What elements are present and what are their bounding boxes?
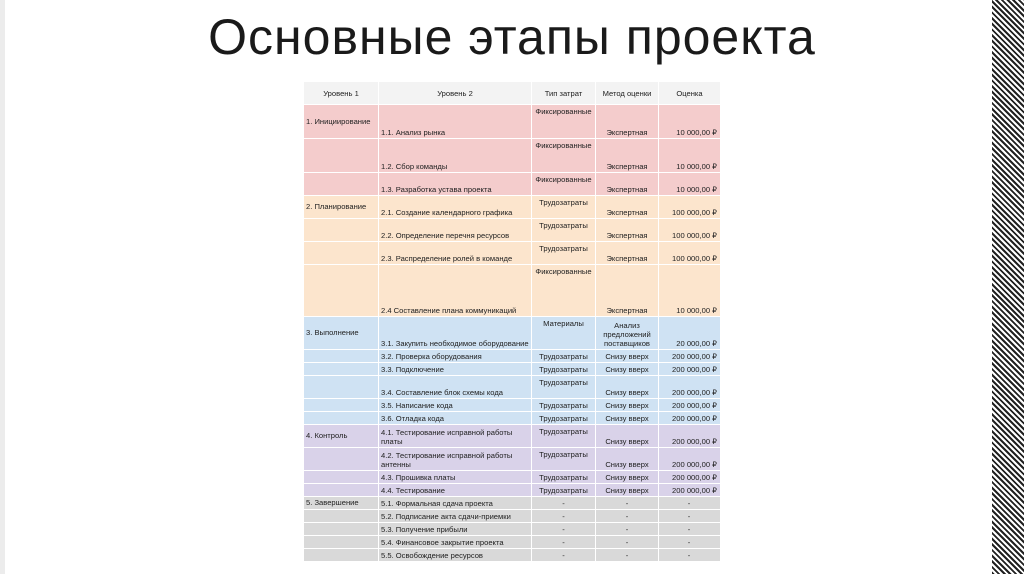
cell-estimation-method: Снизу вверх (596, 471, 659, 484)
cell-estimate: 100 000,00 ₽ (659, 219, 721, 242)
cell-estimation-method: - (596, 549, 659, 562)
cell-estimation-method: Снизу вверх (596, 399, 659, 412)
cell-level1 (304, 484, 379, 497)
table-row (304, 484, 721, 497)
cell-estimate: 100 000,00 ₽ (659, 242, 721, 265)
cell-estimate: 200 000,00 ₽ (659, 399, 721, 412)
cell-estimate: 200 000,00 ₽ (659, 376, 721, 399)
cell-level2: 5.2. Подписание акта сдачи-приемки (379, 510, 532, 523)
header-level1: Уровень 1 (304, 82, 379, 105)
cell-cost-type: - (532, 523, 596, 536)
cell-level2: 1.2. Сбор команды (379, 139, 532, 173)
cell-cost-type: - (532, 497, 596, 510)
cell-cost-type: Фиксированные (532, 139, 596, 173)
table-row (304, 425, 721, 448)
table-row (304, 549, 721, 562)
cell-level2: 3.1. Закупить необходимое оборудование (379, 317, 532, 350)
cell-estimation-method: Снизу вверх (596, 350, 659, 363)
table-row (304, 242, 721, 265)
cell-level2: 1.1. Анализ рынка (379, 105, 532, 139)
table-row (304, 265, 721, 317)
table-row (304, 471, 721, 484)
cell-level1 (304, 265, 379, 317)
cell-level2: 5.5. Освобождение ресурсов (379, 549, 532, 562)
cell-level2: 2.1. Создание календарного графика (379, 196, 532, 219)
stages-table-container (303, 81, 720, 560)
cell-cost-type: - (532, 536, 596, 549)
cell-estimate: 200 000,00 ₽ (659, 484, 721, 497)
cell-level1 (304, 549, 379, 562)
cell-cost-type: - (532, 510, 596, 523)
cell-estimation-method: Экспертная (596, 105, 659, 139)
cell-level1 (304, 536, 379, 549)
cell-estimate: - (659, 510, 721, 523)
cell-level1 (304, 363, 379, 376)
stages-table (303, 81, 721, 562)
cell-estimation-method: Снизу вверх (596, 484, 659, 497)
cell-level1 (304, 510, 379, 523)
cell-estimate: 200 000,00 ₽ (659, 425, 721, 448)
cell-estimation-method: - (596, 497, 659, 510)
cell-level1 (304, 376, 379, 399)
cell-cost-type: Трудозатраты (532, 484, 596, 497)
striped-decoration (992, 0, 1024, 574)
table-row (304, 317, 721, 350)
cell-estimate: 200 000,00 ₽ (659, 350, 721, 363)
cell-estimate: - (659, 523, 721, 536)
cell-estimation-method: - (596, 510, 659, 523)
cell-level1 (304, 399, 379, 412)
cell-level2: 4.2. Тестирование исправной работы антенны (379, 448, 532, 471)
table-row (304, 363, 721, 376)
cell-cost-type: Трудозатраты (532, 425, 596, 448)
cell-cost-type: Трудозатраты (532, 242, 596, 265)
cell-level1 (304, 350, 379, 363)
cell-estimate: 200 000,00 ₽ (659, 412, 721, 425)
cell-level2: 2.4 Составление плана коммуникаций (379, 265, 532, 317)
cell-level2: 2.3. Распределение ролей в команде (379, 242, 532, 265)
cell-estimate: 10 000,00 ₽ (659, 265, 721, 317)
cell-level2: 3.5. Написание кода (379, 399, 532, 412)
table-row (304, 510, 721, 523)
cell-level1 (304, 139, 379, 173)
cell-cost-type: Трудозатраты (532, 448, 596, 471)
table-row (304, 536, 721, 549)
cell-estimate: 200 000,00 ₽ (659, 471, 721, 484)
left-frame-border (0, 0, 5, 574)
cell-cost-type: Трудозатраты (532, 196, 596, 219)
cell-level2: 1.3. Разработка устава проекта (379, 173, 532, 196)
cell-level2: 3.4. Составление блок схемы кода (379, 376, 532, 399)
cell-estimate: 100 000,00 ₽ (659, 196, 721, 219)
cell-level2: 3.6. Отладка кода (379, 412, 532, 425)
header-cost-type: Тип затрат (532, 82, 596, 105)
cell-estimate: - (659, 536, 721, 549)
cell-cost-type: Трудозатраты (532, 219, 596, 242)
cell-level2: 3.2. Проверка оборудования (379, 350, 532, 363)
cell-estimation-method: Экспертная (596, 242, 659, 265)
cell-estimate: 10 000,00 ₽ (659, 105, 721, 139)
cell-level2: 2.2. Определение перечня ресурсов (379, 219, 532, 242)
cell-cost-type: Трудозатраты (532, 412, 596, 425)
cell-estimation-method: - (596, 536, 659, 549)
table-body (304, 105, 721, 562)
cell-level2: 5.4. Финансовое закрытие проекта (379, 536, 532, 549)
cell-estimation-method: Снизу вверх (596, 448, 659, 471)
cell-cost-type: - (532, 549, 596, 562)
table-header-row (304, 82, 721, 105)
cell-cost-type: Фиксированные (532, 265, 596, 317)
cell-cost-type: Трудозатраты (532, 350, 596, 363)
table-row (304, 139, 721, 173)
cell-estimation-method: Экспертная (596, 265, 659, 317)
cell-estimate: - (659, 549, 721, 562)
header-estimate: Оценка (659, 82, 721, 105)
cell-estimation-method: - (596, 523, 659, 536)
table-row (304, 399, 721, 412)
cell-estimation-method: Экспертная (596, 196, 659, 219)
cell-estimation-method: Экспертная (596, 139, 659, 173)
table-row (304, 412, 721, 425)
cell-level2: 4.3. Прошивка платы (379, 471, 532, 484)
cell-level2: 5.1. Формальная сдача проекта (379, 497, 532, 510)
cell-cost-type: Трудозатраты (532, 399, 596, 412)
cell-level1 (304, 471, 379, 484)
cell-estimation-method: Снизу вверх (596, 425, 659, 448)
cell-cost-type: Материалы (532, 317, 596, 350)
cell-level1: 1. Инициирование (304, 105, 379, 139)
cell-estimate: 20 000,00 ₽ (659, 317, 721, 350)
table-row (304, 350, 721, 363)
cell-cost-type: Фиксированные (532, 105, 596, 139)
cell-level2: 5.3. Получение прибыли (379, 523, 532, 536)
cell-estimation-method: Экспертная (596, 219, 659, 242)
cell-level1 (304, 242, 379, 265)
cell-level2: 3.3. Подключение (379, 363, 532, 376)
cell-cost-type: Трудозатраты (532, 363, 596, 376)
table-row (304, 448, 721, 471)
table-row (304, 219, 721, 242)
cell-cost-type: Фиксированные (532, 173, 596, 196)
header-level2: Уровень 2 (379, 82, 532, 105)
cell-level2: 4.1. Тестирование исправной работы платы (379, 425, 532, 448)
cell-estimate: 10 000,00 ₽ (659, 173, 721, 196)
cell-estimate: 200 000,00 ₽ (659, 448, 721, 471)
cell-estimation-method: Снизу вверх (596, 412, 659, 425)
table-row (304, 497, 721, 510)
cell-estimate: 200 000,00 ₽ (659, 363, 721, 376)
cell-level1 (304, 219, 379, 242)
cell-level1: 5. Завершение (304, 497, 379, 510)
slide-title: Основные этапы проекта (208, 9, 816, 65)
table-row (304, 196, 721, 219)
cell-level1: 2. Планирование (304, 196, 379, 219)
cell-level2: 4.4. Тестирование (379, 484, 532, 497)
header-estimation-method: Метод оценки (596, 82, 659, 105)
cell-estimation-method: Анализ предложений поставщиков (596, 317, 659, 350)
cell-estimation-method: Экспертная (596, 173, 659, 196)
table-row (304, 105, 721, 139)
cell-level1 (304, 448, 379, 471)
cell-level1 (304, 173, 379, 196)
cell-level1 (304, 523, 379, 536)
table-row (304, 376, 721, 399)
cell-level1: 4. Контроль (304, 425, 379, 448)
cell-estimation-method: Снизу вверх (596, 363, 659, 376)
table-row (304, 523, 721, 536)
table-row (304, 173, 721, 196)
cell-level1: 3. Выполнение (304, 317, 379, 350)
cell-level1 (304, 412, 379, 425)
cell-cost-type: Трудозатраты (532, 471, 596, 484)
cell-estimate: - (659, 497, 721, 510)
cell-cost-type: Трудозатраты (532, 376, 596, 399)
cell-estimate: 10 000,00 ₽ (659, 139, 721, 173)
cell-estimation-method: Снизу вверх (596, 376, 659, 399)
